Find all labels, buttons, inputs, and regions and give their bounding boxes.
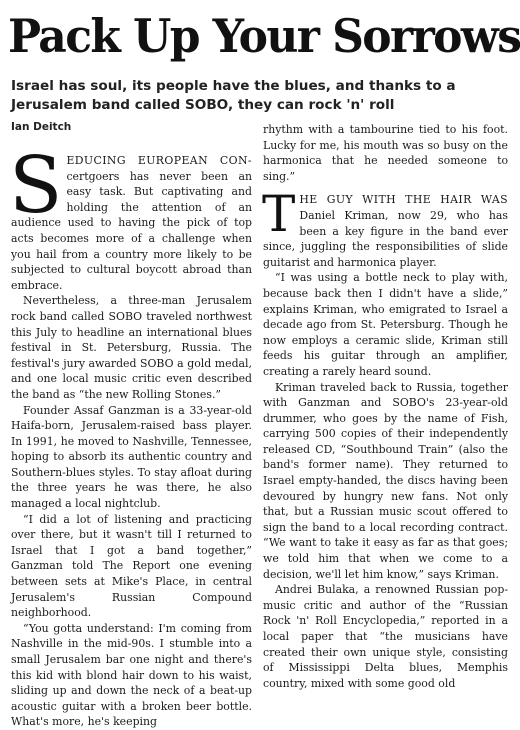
paragraph: “I did a lot of listening and practicing over there, but it wasn't till I returned to Israel that I got a band together,” Ganzman told The Report one evening between sets at Mike's Place, in central Jerusalem's Russian Compound neighborhood. [11, 512, 252, 620]
article-column-right [262, 122, 508, 690]
byline: Ian Deitch [11, 121, 72, 133]
paragraph-lead [9, 141, 252, 293]
drop-cap: T [262, 185, 296, 244]
paragraph-text: certgoers has never been an easy task. But captivating and holding the attention of an audience used to having the pick of top acts becomes more of a challenge when you hail from a country more likely to be subjected to cultural boycott abroad than embrace. [11, 169, 252, 292]
paragraph: Kriman traveled back to Russia, together with Ganzman and SOBO's 23-year-old drummer, who goes by the name of Fish, carrying 500 copies of their independently released CD, “Southbound Train” (also the band's former name). They returned to Israel empty-handed, the discs having been devoured by hungry new fans. Not only that, but a Russian music scout offered to sign the band to a local recording contract. “We want to take it easy as far as that goes; we told him that when we come to a decision, we'll let him know,” says Kriman. [263, 380, 508, 581]
paragraph-continued: rhythm with a tambourine tied to his foot. Lucky for me, his mouth was so busy on the harmonica that he needed someone to sing.” [263, 123, 508, 183]
lead-in: EDUCING EUROPEAN CON- [66, 154, 252, 167]
headline: Pack Up Your Sorrows [8, 10, 520, 64]
paragraph: “I was using a bottle neck to play with, because back then I didn't have a slide,” explains Kriman, who emigrated to Israel a decade ago from St. Petersburg. Though he now employs a ceramic slide, Kriman still feeds his guitar through an amplifier, creating a rarely heard sound. [263, 271, 508, 378]
paragraph: Nevertheless, a three-man Jerusalem rock band called SOBO traveled northwest this July to headline an international blues festival in St. Petersburg, Russia. The festival's jury awarded SOBO a gold medal, and one local music critic even described the band as “the new Rolling Stones.” [11, 294, 252, 401]
section-break [263, 184, 508, 192]
paragraph: Founder Assaf Ganzman is a 33-year-old Haifa-born, Jerusalem-raised bass player. In 1991, he moved to Nashville, Tennessee, hoping to absorb its authentic country and Southern-blues styles. To stay afloat during the three years he was there, he also managed a local nightclub. [11, 403, 252, 511]
deck-subheadline: Israel has soul, its people have the blues, and thanks to a Jerusalem band called SOBO, they can rock 'n' roll [11, 78, 456, 113]
paragraph-text: Daniel Kriman, now 29, who has been a key figure in the band ever since, juggling the responsibilities of slide guitarist and harmonica player. [263, 208, 508, 269]
article-column-left [9, 141, 252, 729]
paragraph: “You gotta understand: I'm coming from Nashville in the mid-90s. I stumble into a small Jerusalem bar one night and there's this kid with blond hair down to his waist, sliding up and down the neck of a beat-up acoustic guitar with a broken beer bottle. What's more, he's keeping [11, 621, 252, 729]
paragraph-lead [262, 185, 508, 270]
paragraph: Andrei Bulaka, a renowned Russian pop-music critic and author of the “Russian Rock 'n' Roll Encyclopedia,” reported in a local paper that “the musicians have created their own unique style, consisting of Mississippi Delta blues, Memphis country, mixed with some good old [263, 583, 508, 690]
lead-in: HE GUY WITH THE HAIR WAS [299, 193, 508, 207]
drop-cap: S [9, 141, 63, 231]
